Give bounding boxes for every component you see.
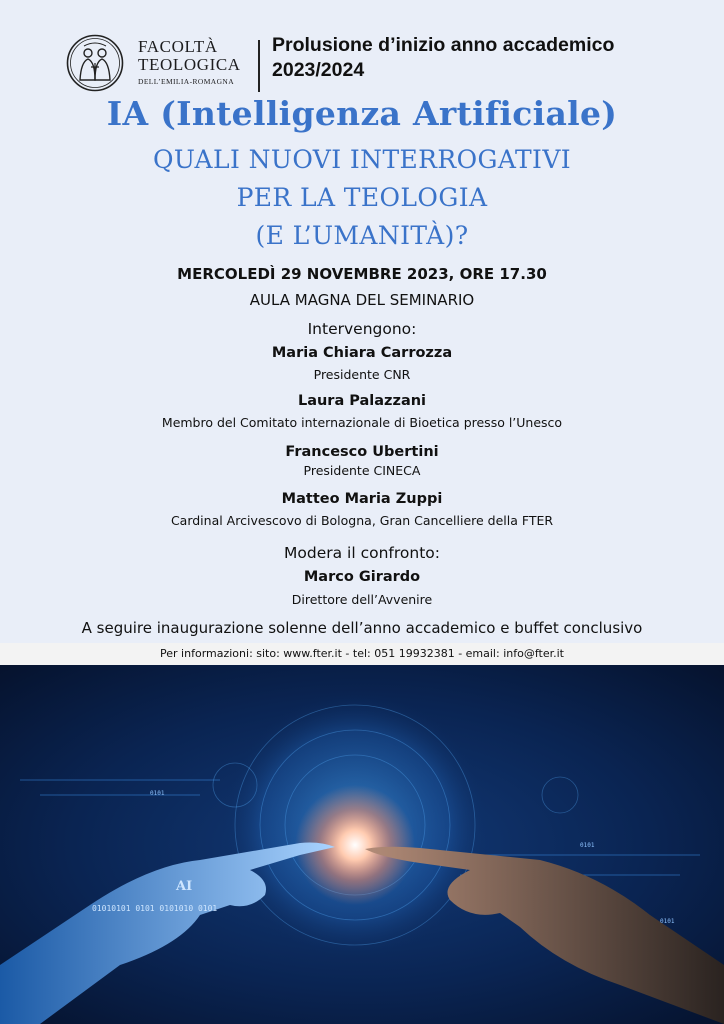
speakers-label: Intervengono:: [307, 320, 417, 338]
faculty-name-line3: DELL’EMILIA-ROMAGNA: [138, 77, 235, 86]
binary-text: 0101: [660, 918, 675, 925]
main-title: IA (Intelligenza Artificiale): [106, 94, 618, 133]
binary-text: 01010101 0101 0101010 0101: [92, 904, 218, 913]
speaker-role: Presidente CINECA: [303, 463, 421, 478]
event-venue: AULA MAGNA DEL SEMINARIO: [249, 291, 475, 309]
closing-note: A seguire inaugurazione solenne dell’anno accademico e buffet conclusivo: [81, 619, 643, 637]
speaker-role: Presidente CNR: [313, 367, 411, 382]
binary-text: 0101: [580, 842, 595, 849]
moderator-role: Direttore dell’Avvenire: [291, 592, 433, 607]
subtitle-line1: QUALI NUOVI INTERROGATIVI: [152, 145, 572, 174]
faculty-name: [138, 38, 241, 91]
binary-text: 0101: [150, 790, 165, 797]
faculty-seal-logo: [66, 34, 124, 92]
speaker-name: Laura Palazzani: [297, 393, 427, 409]
event-type-line2: 2023/2024: [272, 59, 365, 81]
speaker-name: Francesco Ubertini: [285, 444, 439, 460]
ai-label: AI: [176, 879, 193, 894]
contact-bar: [0, 643, 724, 665]
event-date: MERCOLEDÌ 29 NOVEMBRE 2023, ORE 17.30: [177, 265, 547, 283]
contact-info: Per informazioni: sito: www.fter.it - tel: 051 19932381 - email: info@fter.it: [160, 647, 564, 660]
event-type-line1: Prolusione d’inizio anno accademico: [272, 34, 615, 56]
header-divider: [258, 40, 260, 92]
speaker-role: Cardinal Arcivescovo di Bologna, Gran Cancelliere della FTER: [170, 513, 554, 528]
faculty-name-line2: TEOLOGICA: [138, 55, 241, 74]
speaker-name: Matteo Maria Zuppi: [281, 491, 443, 507]
subtitle-line2: PER LA TEOLOGIA: [236, 183, 488, 212]
subtitle-line3: (E L’UMANITÀ)?: [255, 221, 469, 250]
speaker-role: Membro del Comitato internazionale di Bioetica presso l’Unesco: [161, 415, 563, 430]
ai-hands-illustration: [0, 665, 724, 1024]
moderator-name: Marco Girardo: [303, 569, 421, 585]
speaker-name: Maria Chiara Carrozza: [271, 345, 453, 361]
event-type: [272, 33, 614, 83]
faculty-name-line1: FACOLTÀ: [138, 37, 218, 56]
moderator-label: Modera il confronto:: [284, 544, 440, 562]
